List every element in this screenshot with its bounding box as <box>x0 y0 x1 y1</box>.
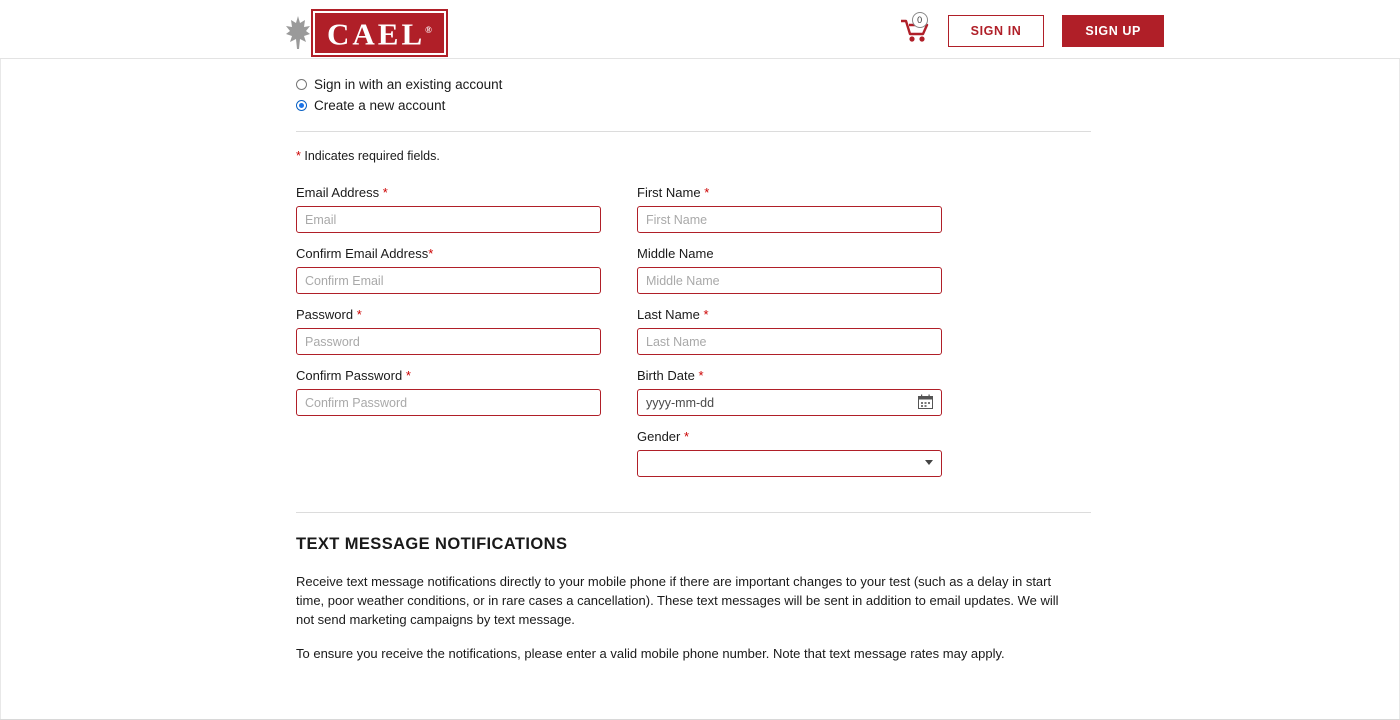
label-birth-date-text: Birth Date <box>637 368 695 383</box>
confirm-password-input[interactable] <box>296 389 601 416</box>
cart-count-badge: 0 <box>912 12 928 28</box>
field-first-name <box>637 185 1096 233</box>
field-password <box>296 307 601 355</box>
field-birth-date <box>637 368 1096 416</box>
radio-existing-account-label: Sign in with an existing account <box>314 77 503 92</box>
section-divider-top <box>296 131 1091 132</box>
sign-in-button[interactable]: SIGN IN <box>948 15 1045 47</box>
field-confirm-password <box>296 368 601 416</box>
birth-date-input[interactable]: yyyy-mm-dd <box>637 389 942 416</box>
cael-wordmark <box>313 11 446 55</box>
label-first-name <box>637 185 1096 200</box>
field-email-address <box>296 185 601 233</box>
section-divider-bottom <box>296 512 1091 513</box>
field-last-name <box>637 307 1096 355</box>
site-logo[interactable] <box>285 11 446 55</box>
required-asterisk: * <box>405 368 411 383</box>
last-name-input[interactable] <box>637 328 942 355</box>
label-confirm-email-address-text: Confirm Email Address <box>296 246 429 261</box>
required-fields-text: Indicates required fields. <box>304 149 440 163</box>
maple-leaf-icon <box>285 15 311 51</box>
text-notifications-paragraph-2: To ensure you receive the notifications, please enter a valid mobile phone number. Note that text message rates may apply. <box>296 646 1005 661</box>
email-address-input[interactable] <box>296 206 601 233</box>
site-header <box>0 0 1400 59</box>
label-email-address <box>296 185 601 200</box>
chevron-down-icon[interactable] <box>925 460 933 465</box>
required-asterisk: * <box>356 307 362 322</box>
birth-date-control[interactable] <box>637 389 942 416</box>
password-input[interactable] <box>296 328 601 355</box>
label-last-name-text: Last Name <box>637 307 700 322</box>
confirm-email-address-input[interactable] <box>296 267 601 294</box>
label-last-name <box>637 307 1096 322</box>
required-asterisk: * <box>698 368 704 383</box>
first-name-input[interactable] <box>637 206 942 233</box>
field-middle-name <box>637 246 1096 294</box>
radio-new-account[interactable] <box>296 98 1400 113</box>
required-asterisk: * <box>428 246 434 261</box>
text-notifications-paragraph-1: Receive text message notifications directly to your mobile phone if there are important changes to your test (such as a delay in start time, poor weather conditions, or in rare cases a cancellation). These text messages will be sent in addition to email updates. We will not send marketing campaigns by text message. <box>296 574 1059 627</box>
label-middle-name-text: Middle Name <box>637 246 714 261</box>
account-form <box>296 185 1096 490</box>
cael-text: CAEL <box>327 16 426 52</box>
label-gender <box>637 429 1096 444</box>
label-birth-date <box>637 368 1096 383</box>
page-left-edge <box>0 59 1 720</box>
middle-name-input[interactable] <box>637 267 942 294</box>
form-column-right <box>637 185 1096 490</box>
label-first-name-text: First Name <box>637 185 701 200</box>
radio-new-account-label: Create a new account <box>314 98 446 113</box>
field-gender <box>637 429 1096 477</box>
text-notifications-title: TEXT MESSAGE NOTIFICATIONS <box>296 535 568 553</box>
radio-existing-account-indicator[interactable] <box>296 79 307 90</box>
gender-select[interactable] <box>637 450 942 477</box>
label-password <box>296 307 601 322</box>
registered-mark: ® <box>425 25 432 35</box>
radio-existing-account[interactable] <box>296 77 1400 92</box>
required-asterisk: * <box>704 185 710 200</box>
label-email-address-text: Email Address <box>296 185 380 200</box>
label-middle-name <box>637 246 1096 261</box>
required-asterisk: * <box>296 149 301 163</box>
sign-up-button[interactable]: SIGN UP <box>1062 15 1164 47</box>
shopping-cart-icon[interactable] <box>900 17 930 45</box>
required-asterisk: * <box>684 429 690 444</box>
label-password-text: Password <box>296 307 354 322</box>
field-confirm-email-address <box>296 246 601 294</box>
label-confirm-email-address <box>296 246 601 261</box>
required-asterisk: * <box>382 185 388 200</box>
required-asterisk: * <box>703 307 709 322</box>
required-fields-note <box>296 149 1400 163</box>
label-confirm-password <box>296 368 601 383</box>
calendar-icon[interactable] <box>918 394 933 410</box>
radio-new-account-indicator[interactable] <box>296 100 307 111</box>
label-confirm-password-text: Confirm Password <box>296 368 403 383</box>
form-column-left <box>296 185 601 490</box>
label-gender-text: Gender <box>637 429 681 444</box>
main-content <box>0 59 1400 663</box>
header-actions <box>900 15 1164 47</box>
